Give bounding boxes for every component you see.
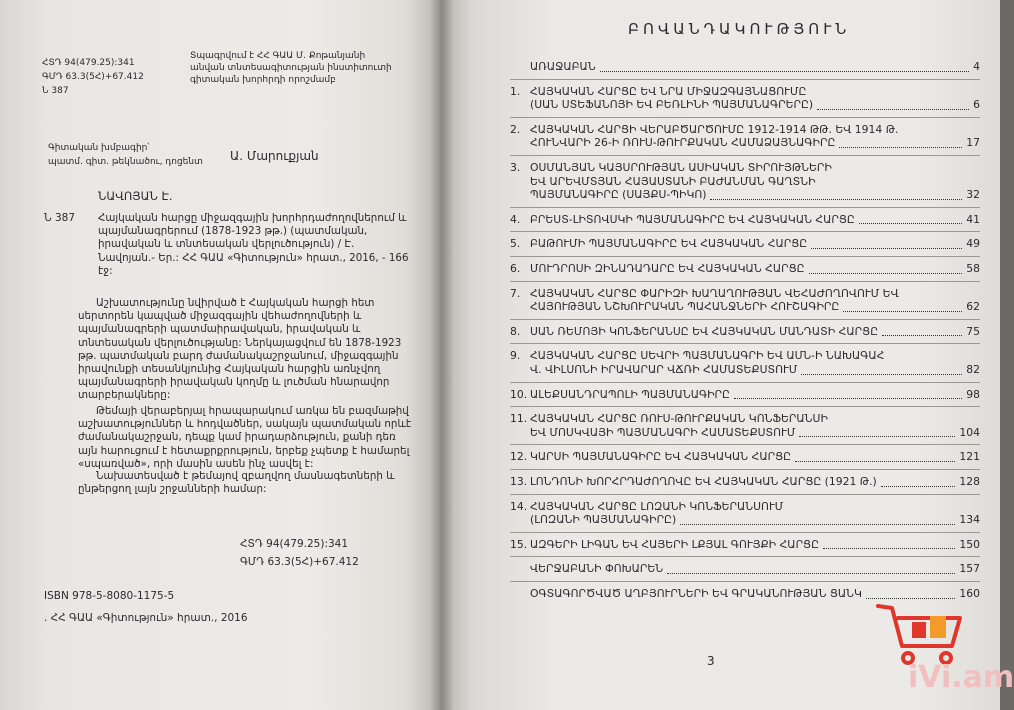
toc-entry-text: ԱՌԱՋԱԲԱՆ [530,60,596,73]
approval-note: Տպագրվում է ՀՀ ԳԱԱ Մ. Քոթանյանի անվան տնտեսագիտության ինստիտուտի գիտական խորհրդի որոշմամբ [190,51,392,85]
toc-entry-text: 10. ԱԼԵՔՍԱՆԴՐԱՊՈԼԻ ՊԱՅՄԱՆԱԳԻՐԸ [510,387,730,401]
toc-entry-text: 6. ՄՈՒԴՐՈՍԻ ԶԻՆԱԴԱԴԱՐԸ ԵՎ ՀԱՅԿԱԿԱՆ ՀԱՐՑԸ [510,262,805,275]
toc-entry-page: 4 [973,60,980,73]
toc-separator [510,382,980,383]
watermark-text: iVi.am [908,660,1014,695]
classification-code: Ն 387 [42,86,69,96]
toc-entry-text: 15. ԱԶԳԵՐԻ ԼԻԳԱՆ ԵՎ ՀԱՅԵՐԻ ԼՔՅԱԼ ԳՈՒՅՔԻ ՀԱՐՑԸ [510,537,819,551]
toc-entry [510,325,980,339]
toc-separator [510,343,980,344]
toc-separator [510,532,980,533]
toc-entry [510,237,980,251]
toc-entry-page: 41 [966,212,980,226]
toc-entry-text: 5. ԲԱԹՈՒՄԻ ՊԱՅՄԱՆԱԳԻՐԸ ԵՎ ՀԱՅԿԱԿԱՆ ՀԱՐՑԸ [510,237,808,251]
toc-entry-text: ՎԵՐՋԱԲԱՆԻ ՓՈԽԱՐԵՆ [530,562,664,576]
toc-separator [510,556,980,557]
toc-separator [510,406,980,407]
toc-entry-number: 9. [510,349,521,363]
toc-entry-text: ՀԱՅՈՒԹՅԱՆ ՆՇԽՈՒՐԱԿԱՆ ՊԱՀԱՆՋՆԵՐԻ ՀՈՒՇԱԳԻՐԸ [530,300,840,314]
toc-entry-text: 7. ՀԱՅԿԱԿԱՆ ՀԱՐՑԸ ՓԱՐԻԶԻ ԽԱՂԱՂՈՒԹՅԱՆ ՎԵՀԱԺՈՂՈՎՈՒՄ ԵՎ [510,286,899,300]
abstract-paragraph-1: Աշխատությունը նվիրված է Հայկական հարցի հետ սերտորեն կապված միջազգային վեհաժողովների և պայմանագրերի պատմաիրավական, իրավական և տնտեսական վերլուծությանը: Ներկայացվում են 1878-1923 թթ. պատմական բարդ ժամանակաշրջանում, միջազգային իրավունքի տեսանկյունից Հայկական հարցին առնչվող պայմանագրերի իրավական կողմը և լուծման հնարավոր տարբերակները: [78,297,402,402]
ivi-watermark [868,598,1014,703]
toc-separator [510,581,980,582]
left-page [0,0,440,710]
toc-entry-number: 14. [510,499,528,513]
toc-entry-page: 157 [959,562,980,576]
toc-entry-text: 12. ԿԱՐՍԻ ՊԱՅՄԱՆԱԳԻՐԸ ԵՎ ՀԱՅԿԱԿԱՆ ՀԱՐՑԸ [510,450,792,464]
toc-entry-text: ՊԱՅՄԱՆԱԳԻՐԸ (ՍԱՅՔՍ-ՊԻԿՈ) [530,188,707,202]
toc-entry-number: 12. [510,450,528,464]
toc-leader [859,223,962,224]
toc-entry-number: 8. [510,324,521,338]
toc-leader [809,273,962,274]
toc-leader [811,248,962,249]
toc-entry-page: 134 [959,513,980,527]
toc-leader [843,311,962,312]
publisher-line: . ՀՀ ԳԱԱ «Գիտություն» հրատ., 2016 [44,612,248,624]
toc-entry-text: 13. ԼՈՆԴՈՆԻ ԽՈՐՀՐԴԱԺՈՂՈՎԸ ԵՎ ՀԱՅԿԱԿԱՆ ՀԱՐՑԸ (1921 Թ.) [510,475,877,488]
toc-entry [510,388,980,402]
toc-separator [510,207,980,208]
toc-separator [510,281,980,282]
toc-leader [680,524,955,525]
toc-entry-page: 82 [966,362,980,376]
toc-separator [510,319,980,320]
toc-leader [881,486,955,487]
toc-leader [817,109,969,110]
toc-entry-text: 11. ՀԱՅԿԱԿԱՆ ՀԱՐՑԸ ՌՈՒՍ-ԹՈՒՐՔԱԿԱՆ ԿՈՆՖԵՐԱՆՍԻ [510,412,828,426]
toc-entry [510,450,980,464]
toc-leader [801,374,962,375]
toc-entry-number: 10. [510,387,528,401]
toc-entry [510,123,980,150]
toc-entry-page: 49 [966,237,980,251]
editor-label: Գիտական խմբագիր՝ [48,143,150,153]
toc-entry-text: ՕԳՏԱԳՈՐԾՎԱԾ ԱՂԲՅՈՒՐՆԵՐԻ ԵՎ ԳՐԱԿԱՆՈՒԹՅԱՆ ՑԱՆԿ [530,587,862,600]
toc-entry-page: 6 [973,98,980,112]
abstract-paragraph-2: Թեմայի վերաբերյալ հրապարակում առկա են բազմաթիվ աշխատություններ և հոդվածներ, սակայն պատմական որևէ ժամանակաշրջան, դեպք կամ իրադարձություն, քանի դեռ այն հարուցում է հետաքրքրություն, երբեք չպետք է համարել «սպառված», որի մասին ասեն ինչ ասվել է: [78,405,412,470]
toc-entry [510,213,980,227]
toc-entry [510,349,980,376]
toc-leader [667,573,955,574]
author-name: ՆԱՎՈՅԱՆ Է. [98,189,173,203]
toc-entry-page: 75 [966,324,980,338]
toc-entry-page: 62 [966,300,980,314]
toc-entry-text: 2. ՀԱՅԿԱԿԱՆ ՀԱՐՑԻ ՎԵՐԱԲԾԱՐԾՈՒՄԸ 1912-1914 ԹԹ. ԵՎ 1914 Թ. [510,122,899,136]
toc-entry-text: 14. ՀԱՅԿԱԿԱՆ ՀԱՐՑԸ ԼՈԶԱՆԻ ԿՈՆՖԵՐԱՆՍՈՒՄ [510,499,784,513]
toc-entry-text: ԵՎ ԱՐԵՎՄՏՅԱՆ ՀԱՅԱՍՏԱՆԻ ԲԱԺԱՆՄԱՆ ԳԱՂՏՆԻ [530,174,816,188]
toc-separator [510,494,980,495]
toc-entry-number: 3. [510,161,521,174]
toc-entry [510,412,980,439]
toc-entry [510,287,980,314]
toc-leader [710,199,962,200]
table-of-contents [510,60,980,600]
toc-entry-number: 15. [510,537,528,551]
classification-bbk: ԳՄԴ 63.3(5Հ)+67.412 [42,72,144,82]
toc-entry-page: 32 [966,188,980,202]
book-code: Ն 387 [44,212,76,224]
isbn: ISBN 978-5-8080-1175-5 [44,590,175,602]
toc-entry [510,262,980,276]
toc-separator [510,117,980,118]
toc-entry-text: 9. ՀԱՅԿԱԿԱՆ ՀԱՐՑԸ ՍԵՎՐԻ ՊԱՅՄԱՆԱԳՐԻ ԵՎ ԱՄՆ-Ի ՆԱԽԱԳԱՀ [510,349,885,363]
toc-entry-number: 1. [510,84,521,98]
toc-entry-page: 150 [959,537,980,551]
toc-entry [510,60,980,74]
toc-entry-number: 7. [510,286,521,300]
editor-degree: պատմ. գիտ. թեկնածու, դոցենտ [48,157,203,167]
toc-entry-number: 2. [510,122,521,136]
toc-entry-text: (ՍԱՆ ՍՏԵՖԱՆՈՅԻ ԵՎ ԲԵՌԼԻՆԻ ՊԱՅՄԱՆԱԳՐԵՐԸ) [530,98,814,112]
toc-entry-number: 5. [510,237,521,251]
toc-leader [734,398,962,399]
toc-separator [510,256,980,257]
toc-entry-page: 104 [959,425,980,439]
toc-entry-number: 11. [510,412,528,426]
toc-entry-page: 98 [966,387,980,401]
toc-entry-page: 58 [966,262,980,275]
toc-entry-page: 160 [959,587,980,600]
toc-entry-page: 17 [966,136,980,150]
toc-entry-number: 13. [510,475,528,488]
toc-leader [795,461,955,462]
toc-entry-page: 128 [959,475,980,488]
classification-udc: ՀՏԴ 94(479.25):341 [42,58,135,68]
toc-separator [510,79,980,80]
toc-entry-page: 121 [959,450,980,464]
bibliographic-description: Հայկական հարցը միջազգային խորհրդաժողովներում և պայմանագրերում (1878-1923 թթ.) (պատմական, իրավական և տնտեսական վերլուծություն) / Է. Նավոյան.- Եր.: ՀՀ ԳԱԱ «Գիտություն» հրատ., 2016, - 166 էջ: [98,212,409,277]
toc-entry-text: Վ. ՎԻԼՍՈՆԻ ԻՐԱՎԱՐԱՐ ՎՃՌԻ ՀԱՄԱՏԵՔՍՏՈՒՄ [530,362,798,376]
toc-entry-text: 4. ԲՐԵՍՏ-ԼԻՏՈՎՍԿԻ ՊԱՅՄԱՆԱԳԻՐԸ ԵՎ ՀԱՅԿԱԿԱՆ ՀԱՐՑԸ [510,212,855,226]
toc-entry-text: 1. ՀԱՅԿԱԿԱՆ ՀԱՐՑԸ ԵՎ ՆՐԱ ՄԻՋԱԶԳԱՅՆԱՑՈՒՄԸ [510,84,807,98]
toc-title: ԲՈՎԱՆԴԱԿՈՒԹՅՈՒՆ [628,20,851,38]
toc-entry-number: 6. [510,262,521,275]
book-gutter [430,0,454,710]
toc-entry [510,538,980,552]
toc-entry [510,161,980,202]
toc-entry-text: ԵՎ ՄՈՍԿՎԱՅԻ ՊԱՅՄԱՆԱԳՐԻ ՀԱՄԱՏԵՔՍՏՈՒՄ [530,425,796,439]
toc-separator [510,444,980,445]
toc-separator [510,469,980,470]
toc-leader [839,147,962,148]
toc-entry-text: 8. ՍԱՆ ՌԵՄՈՅԻ ԿՈՆՖԵՐԱՆՍԸ ԵՎ ՀԱՅԿԱԿԱՆ ՄԱՆԴԱՏԻ ՀԱՐՑԸ [510,324,879,338]
toc-separator [510,155,980,156]
page-number: 3 [707,654,715,668]
toc-leader [799,436,955,437]
toc-leader [600,71,969,72]
toc-separator [510,231,980,232]
classification-bbk-bottom: ԳՄԴ 63.3(5Հ)+67.412 [240,556,359,568]
toc-leader [823,548,955,549]
editor-name: Ա. Մարուքյան [230,149,319,163]
toc-entry [510,85,980,112]
toc-entry [510,562,980,576]
toc-entry-number: 4. [510,212,521,226]
toc-entry-text: ՀՈՒՆՎԱՐԻ 26-Ի ՌՈՒՍ-ԹՈՒՐՔԱԿԱՆ ՀԱՄԱՁԱՅՆԱԳԻՐԸ [530,136,836,150]
toc-entry [510,500,980,527]
toc-entry-text: (ԼՈԶԱՆԻ ՊԱՅՄԱՆԱԳԻՐԸ) [530,513,677,527]
classification-udc-bottom: ՀՏԴ 94(479.25):341 [240,538,349,550]
toc-entry [510,475,980,489]
toc-entry-text: 3. ՕՍՄԱՆՅԱՆ ԿԱՅՍՐՈՒԹՅԱՆ ԱՍԻԱԿԱՆ ՏԻՐՈՒՅԹՆԵՐԻ [510,161,832,174]
abstract-paragraph-3: Նախատեսված է թեմայով զբաղվող մասնագետների և ընթերցող լայն շրջանների համար: [78,470,395,496]
toc-leader [882,335,962,336]
